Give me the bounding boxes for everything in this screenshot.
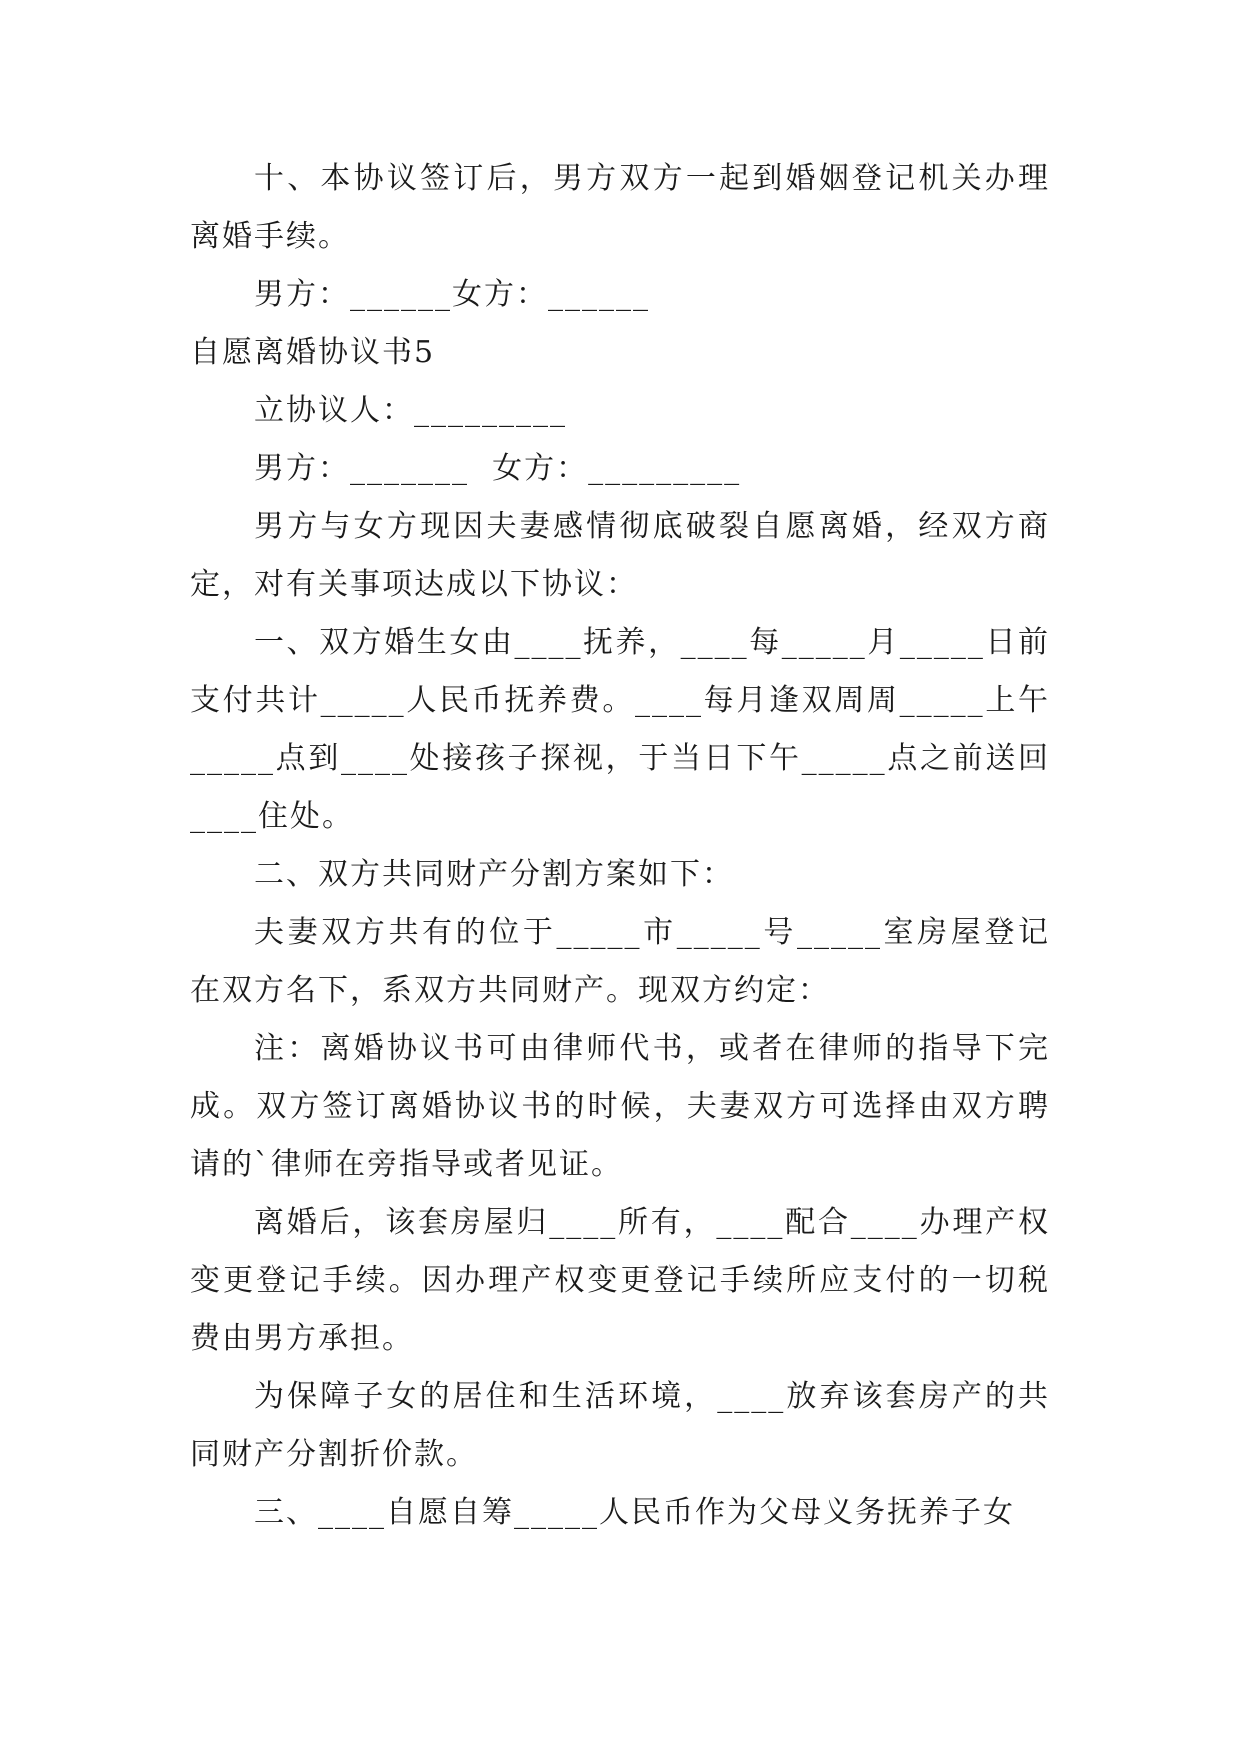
document-page bbox=[190, 150, 1050, 1542]
parties-line: 立协议人：_________ bbox=[254, 393, 567, 428]
clause-ten-paragraph: 十、本协议签订后，男方双方一起到婚姻登记机关办理离婚手续。 bbox=[190, 161, 1050, 254]
property-paragraph: 夫妻双方共有的位于_____市_____号_____室房屋登记在双方名下，系双方共同财产。现双方约定： bbox=[190, 915, 1050, 1008]
clause-one-paragraph: 一、双方婚生女由____抚养，____每_____月_____日前支付共计_____人民币抚养费。____每月逢双周周_____上午_____点到____处接孩子探视，于当日下午_____点之前送回____住处。 bbox=[190, 625, 1050, 834]
house-ownership-paragraph: 离婚后，该套房屋归____所有，____配合____办理产权变更登记手续。因办理产权变更登记手续所应支付的一切税费由男方承担。 bbox=[190, 1205, 1050, 1356]
clause-three-paragraph: 三、____自愿自筹_____人民币作为父母义务抚养子女 bbox=[254, 1495, 1015, 1530]
signature-line-first: 男方：______女方：______ bbox=[254, 277, 650, 312]
waiver-paragraph: 为保障子女的居住和生活环境，____放弃该套房产的共同财产分割折价款。 bbox=[190, 1379, 1050, 1472]
preamble-paragraph: 男方与女方现因夫妻感情彻底破裂自愿离婚，经双方商定，对有关事项达成以下协议： bbox=[190, 509, 1050, 602]
party-names-line: 男方：_______ 女方：_________ bbox=[254, 451, 742, 486]
note-paragraph: 注：离婚协议书可由律师代书，或者在律师的指导下完成。双方签订离婚协议书的时候，夫妻双方可选择由双方聘请的`律师在旁指导或者见证。 bbox=[190, 1031, 1050, 1182]
clause-two-heading: 二、双方共同财产分割方案如下： bbox=[254, 857, 734, 892]
section-heading: 自愿离婚协议书5 bbox=[190, 335, 436, 370]
